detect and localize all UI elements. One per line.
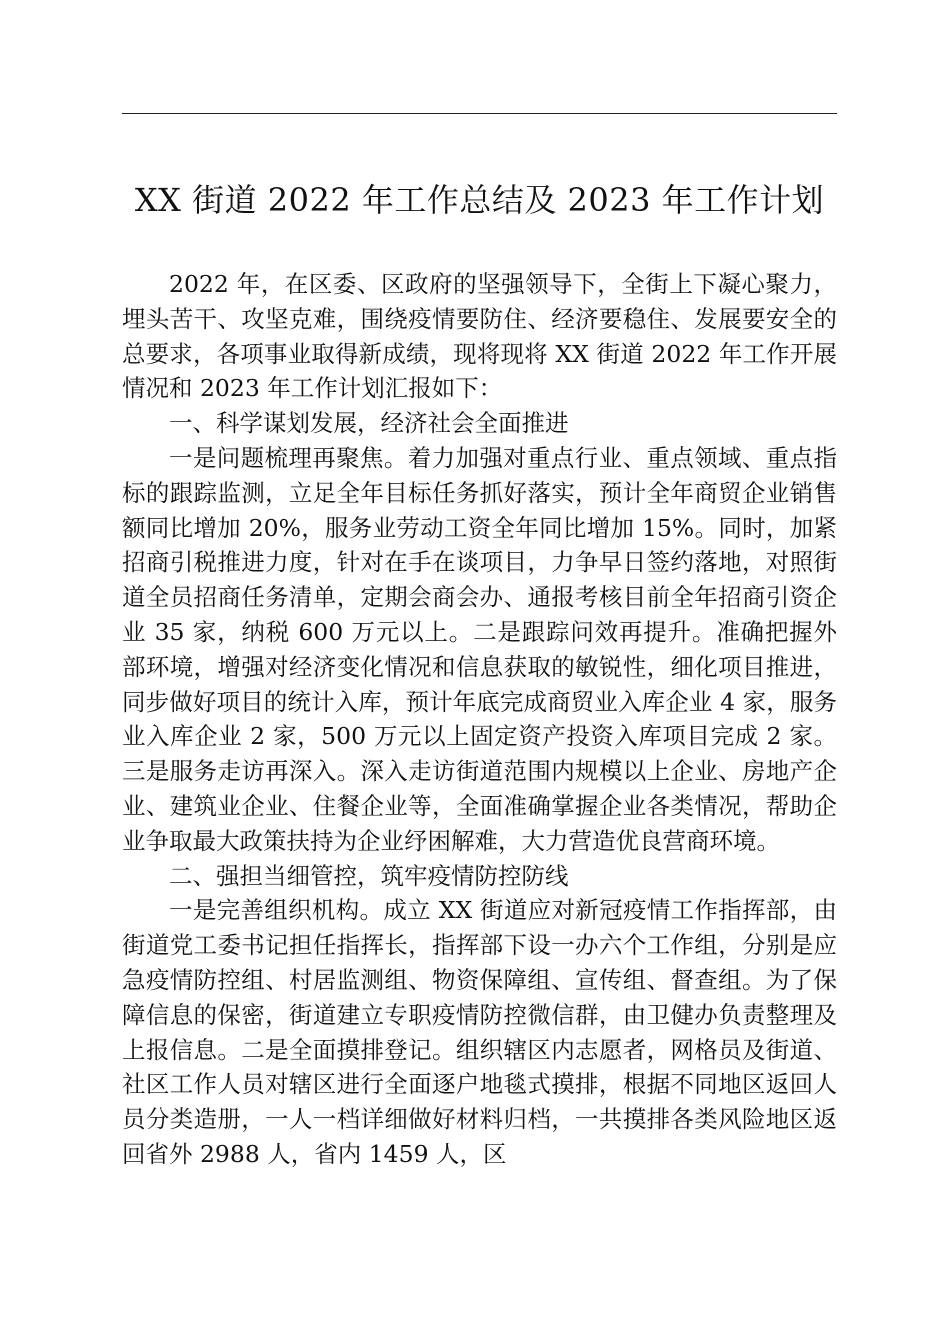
section-1-paragraph: 一是问题梳理再聚焦。着力加强对重点行业、重点领域、重点指标的跟踪监测，立足全年目标任务抓好落实，预计全年商贸企业销售额同比增加 20%，服务业劳动工资全年同比增加 15%。同时，加紧招商引税推进力度，针对在手在谈项目，力争早日签约落地，对照街道全员招商任务清单，定期会商会办、通报考核目前全年招商引资企业 35 家，纳税 600 万元以上。二是跟踪问效再提升。准确把握外部环境，增强对经济变化情况和信息获取的敏锐性，细化项目推进，同步做好项目的统计入库，预计年底完成商贸业入库企业 4 家，服务业入库企业 2 家，500 万元以上固定资产投资入库项目完成 2 家。三是服务走访再深入。深入走访街道范围内规模以上企业、房地产企业、建筑业企业、住餐企业等，全面准确掌握企业各类情况，帮助企业争取最大政策扶持为企业纾困解难，大力营造优良营商环境。 [122, 443, 837, 855]
section-heading-1: 一、科学谋划发展，经济社会全面推进 [169, 409, 569, 438]
document-body [122, 267, 837, 1172]
section-2-paragraph: 一是完善组织机构。成立 XX 街道应对新冠疫情工作指挥部，由街道党工委书记担任指挥长，指挥部下设一办六个工作组，分别是应急疫情防控组、村居监测组、物资保障组、宣传组、督查组。为了保障信息的保密，街道建立专职疫情防控微信群，由卫健办负责整理及上报信息。二是全面摸排登记。组织辖区内志愿者，网格员及街道、社区工作人员对辖区进行全面逐户地毯式摸排，根据不同地区返回人员分类造册，一人一档详细做好材料归档，一共摸排各类风险地区返回省外 2988 人，省内 1459 人，区 [122, 896, 837, 1168]
section-heading-2: 二、强担当细管控，筑牢疫情防控防线 [169, 861, 569, 890]
document-title: XX 街道 2022 年工作总结及 2023 年工作计划 [134, 181, 825, 219]
intro-paragraph: 2022 年，在区委、区政府的坚强领导下，全街上下凝心聚力，埋头苦干、攻坚克难，围绕疫情要防住、经济要稳住、发展要安全的总要求，各项事业取得新成绩，现将现将 XX 街道 2022 年工作开展情况和 2023 年工作计划汇报如下： [122, 270, 837, 403]
header-rule [122, 113, 837, 114]
